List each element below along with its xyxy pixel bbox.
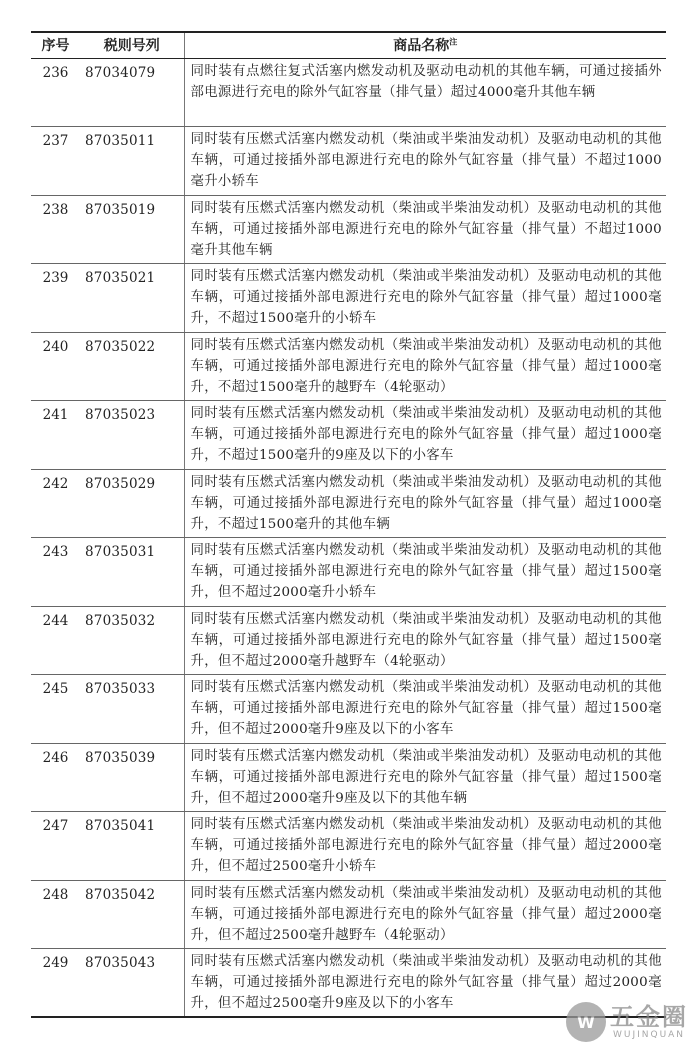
header-row <box>31 32 666 58</box>
header-code: 税则号列 <box>80 32 184 58</box>
table-row <box>31 675 666 744</box>
row-code: 87035039 <box>80 743 184 812</box>
row-seq: 238 <box>31 195 80 264</box>
table-row <box>31 401 666 470</box>
row-seq: 237 <box>31 127 80 196</box>
row-name: 同时装有压燃式活塞内燃发动机（柴油或半柴油发动机）及驱动电动机的其他车辆，可通过接插外部电源进行充电的除外气缸容量（排气量）超过1000毫升，不超过1500毫升的小轿车 <box>184 264 666 333</box>
row-name: 同时装有压燃式活塞内燃发动机（柴油或半柴油发动机）及驱动电动机的其他车辆，可通过接插外部电源进行充电的除外气缸容量（排气量）超过2000毫升，但不超过2500毫升9座及以下的小客车 <box>184 949 666 1018</box>
table-row <box>31 195 666 264</box>
table-row <box>31 127 666 196</box>
row-seq: 247 <box>31 812 80 881</box>
table-row <box>31 606 666 675</box>
row-seq: 245 <box>31 675 80 744</box>
row-seq: 249 <box>31 949 80 1018</box>
watermark-brand-cn: 五金圈 <box>610 1003 688 1031</box>
row-seq: 243 <box>31 538 80 607</box>
tariff-table <box>31 31 666 1018</box>
row-name: 同时装有压燃式活塞内燃发动机（柴油或半柴油发动机）及驱动电动机的其他车辆，可通过接插外部电源进行充电的除外气缸容量（排气量）超过1500毫升，但不超过2000毫升9座及以下的小客车 <box>184 675 666 744</box>
row-code: 87035043 <box>80 949 184 1018</box>
row-code: 87035033 <box>80 675 184 744</box>
row-name: 同时装有压燃式活塞内燃发动机（柴油或半柴油发动机）及驱动电动机的其他车辆，可通过接插外部电源进行充电的除外气缸容量（排气量）超过1500毫升，但不超过2000毫升越野车（4轮驱动） <box>184 606 666 675</box>
row-name: 同时装有点燃往复式活塞内燃发动机及驱动电动机的其他车辆，可通过接插外部电源进行充电的除外气缸容量（排气量）超过4000毫升其他车辆 <box>184 58 666 127</box>
row-seq: 244 <box>31 606 80 675</box>
row-seq: 236 <box>31 58 80 127</box>
header-name-label: 商品名称 <box>393 38 450 55</box>
row-name: 同时装有压燃式活塞内燃发动机（柴油或半柴油发动机）及驱动电动机的其他车辆，可通过接插外部电源进行充电的除外气缸容量（排气量）超过1500毫升，但不超过2000毫升9座及以下的其他车辆 <box>184 743 666 812</box>
table-row <box>31 58 666 127</box>
row-seq: 241 <box>31 401 80 470</box>
table-row <box>31 332 666 401</box>
table-row <box>31 880 666 949</box>
row-name: 同时装有压燃式活塞内燃发动机（柴油或半柴油发动机）及驱动电动机的其他车辆，可通过接插外部电源进行充电的除外气缸容量（排气量）超过1500毫升，但不超过2000毫升小轿车 <box>184 538 666 607</box>
row-name: 同时装有压燃式活塞内燃发动机（柴油或半柴油发动机）及驱动电动机的其他车辆，可通过接插外部电源进行充电的除外气缸容量（排气量）超过2000毫升，但不超过2500毫升小轿车 <box>184 812 666 881</box>
row-seq: 239 <box>31 264 80 333</box>
row-code: 87035022 <box>80 332 184 401</box>
header-name <box>184 32 666 58</box>
row-seq: 248 <box>31 880 80 949</box>
header-name-note: 注 <box>449 37 458 47</box>
row-seq: 242 <box>31 469 80 538</box>
table-row <box>31 743 666 812</box>
table-row <box>31 538 666 607</box>
row-name: 同时装有压燃式活塞内燃发动机（柴油或半柴油发动机）及驱动电动机的其他车辆，可通过接插外部电源进行充电的除外气缸容量（排气量）不超过1000毫升小轿车 <box>184 127 666 196</box>
table-row <box>31 812 666 881</box>
row-code: 87035019 <box>80 195 184 264</box>
row-code: 87035042 <box>80 880 184 949</box>
table-row <box>31 469 666 538</box>
table-row <box>31 264 666 333</box>
row-code: 87035031 <box>80 538 184 607</box>
row-name: 同时装有压燃式活塞内燃发动机（柴油或半柴油发动机）及驱动电动机的其他车辆，可通过接插外部电源进行充电的除外气缸容量（排气量）超过1000毫升，不超过1500毫升的9座及以下的小客车 <box>184 401 666 470</box>
watermark-brand-en: WUJINQUAN <box>612 1030 686 1040</box>
watermark <box>566 1002 688 1042</box>
watermark-text <box>610 1004 688 1040</box>
watermark-logo-icon: W <box>566 1002 606 1042</box>
row-name: 同时装有压燃式活塞内燃发动机（柴油或半柴油发动机）及驱动电动机的其他车辆，可通过接插外部电源进行充电的除外气缸容量（排气量）不超过1000毫升其他车辆 <box>184 195 666 264</box>
row-code: 87035029 <box>80 469 184 538</box>
row-name: 同时装有压燃式活塞内燃发动机（柴油或半柴油发动机）及驱动电动机的其他车辆，可通过接插外部电源进行充电的除外气缸容量（排气量）超过1000毫升，不超过1500毫升的越野车（4轮驱动） <box>184 332 666 401</box>
row-code: 87035023 <box>80 401 184 470</box>
row-code: 87035021 <box>80 264 184 333</box>
row-code: 87035011 <box>80 127 184 196</box>
row-name: 同时装有压燃式活塞内燃发动机（柴油或半柴油发动机）及驱动电动机的其他车辆，可通过接插外部电源进行充电的除外气缸容量（排气量）超过2000毫升，但不超过2500毫升越野车（4轮驱动） <box>184 880 666 949</box>
row-name: 同时装有压燃式活塞内燃发动机（柴油或半柴油发动机）及驱动电动机的其他车辆，可通过接插外部电源进行充电的除外气缸容量（排气量）超过1000毫升，不超过1500毫升的其他车辆 <box>184 469 666 538</box>
table-body <box>31 58 666 1017</box>
header-seq: 序号 <box>31 32 80 58</box>
row-code: 87034079 <box>80 58 184 127</box>
row-seq: 246 <box>31 743 80 812</box>
row-code: 87035032 <box>80 606 184 675</box>
row-code: 87035041 <box>80 812 184 881</box>
row-seq: 240 <box>31 332 80 401</box>
